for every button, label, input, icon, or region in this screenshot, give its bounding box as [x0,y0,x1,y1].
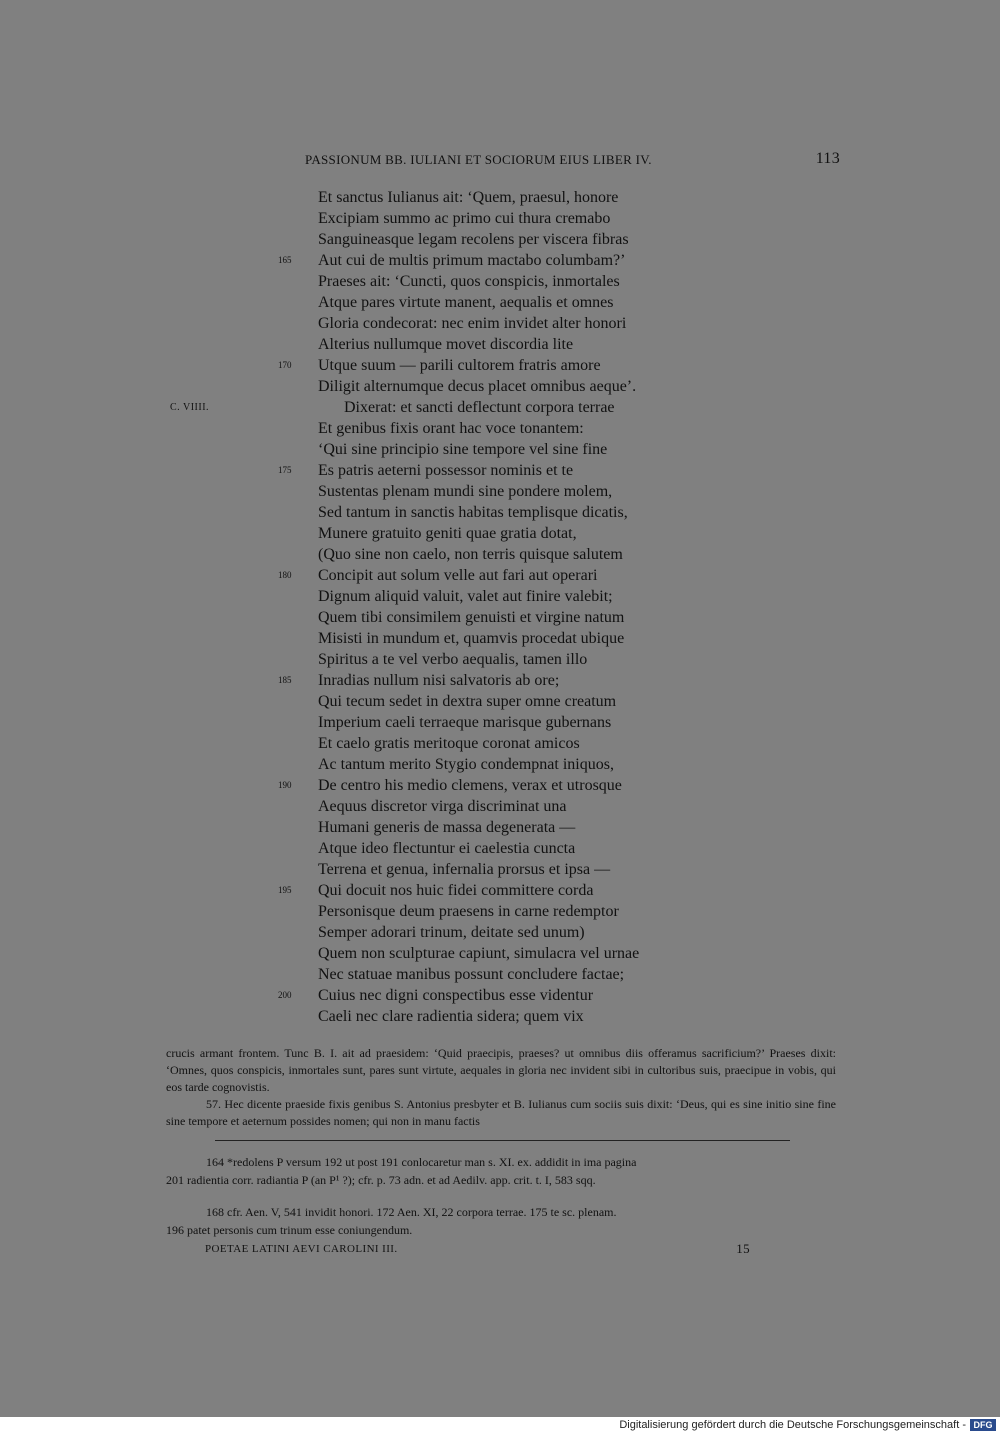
verse-text: Atque ideo flectuntur ei caelestia cuncta [318,840,576,857]
signature-title: POETAE LATINI AEVI CAROLINI III. [205,1243,398,1255]
verse-text: Et sanctus Iulianus ait: ‘Quem, praesul, honore [318,189,619,206]
verse-text: Cuius nec digni conspectibus esse videntur [318,987,594,1004]
verse-line [318,271,639,292]
verse-text: Nec statuae manibus possunt concludere factae; [318,966,625,983]
page-number: 113 [815,150,840,167]
verse-line [318,439,639,460]
verse-line [318,334,639,355]
verse-line [170,397,639,418]
line-number: 170 [278,360,292,370]
prose-paragraph: crucis armant frontem. Tunc B. I. ait ad praesidem: ‘Quid praecipis, praeses? ut omnibus diis offeramus sacrificium?’ Praeses dixit: ‘Omnes, quos conspicis, inmortales sunt, pares sunt virtute, aequales in gloria nec invident sibi in cultoribus suis, praecipue in vobis, qui eos tarde cognovistis. [166,1046,836,1094]
verse-text: Dignum aliquid valuit, valet aut finire valebit; [318,588,613,605]
verse-line [278,355,639,376]
verse-text: Qui tecum sedet in dextra super omne creatum [318,693,617,710]
verse-text: Terrena et genua, infernalia prorsus et ipsa — [318,861,611,878]
verse-line [318,208,639,229]
verse-text: Dixerat: et sancti deflectunt corpora terrae [344,399,615,416]
verse-line [318,691,639,712]
verse-text: (Quo sine non caelo, non terris quisque salutem [318,546,623,563]
prose-paragraph: 57. Hec dicente praeside fixis genibus S. Antonius presbyter et B. Iulianus cum sociis suis dixit: ‘Deus, qui es sine initio sine fine sine tempore et aeternum possides nomen; qui non in manu factis [166,1097,836,1128]
verse-block [170,187,640,1027]
apparatus-line: 201 radientia corr. radiantia P (an P¹ ?); cfr. p. 73 adn. et ad Aedilv. app. crit. t. I, 583 sqq. [166,1173,596,1187]
verse-line [318,943,639,964]
verse-text: Imperium caeli terraeque marisque gubernans [318,714,612,731]
verse-line [318,187,639,208]
verse-text: Quem tibi consimilem genuisti et virgine natum [318,609,625,626]
verse-line [318,229,639,250]
verse-text: Utque suum — parili cultorem fratris amore [318,357,601,374]
source-line: 196 patet personis cum trinum esse coniungendum. [166,1223,413,1237]
critical-apparatus [166,1153,836,1189]
verse-line [278,565,639,586]
verse-text: Gloria condecorat: nec enim invidet alter honori [318,315,627,332]
verse-line [318,964,639,985]
page-header [305,150,840,170]
source-line: 168 cfr. Aen. V, 541 invidit honori. 172 Aen. XI, 22 corpora terrae. 175 te sc. plenam. [206,1205,617,1219]
verse-text: De centro his medio clemens, verax et utrosque [318,777,622,794]
verse-text: Concipit aut solum velle aut fari aut operari [318,567,598,584]
verse-line [318,901,639,922]
verse-line [318,586,639,607]
verse-line [318,313,639,334]
footnote-rule [215,1140,790,1141]
verse-line [318,481,639,502]
verse-text: Sanguineasque legam recolens per viscera fibras [318,231,629,248]
verse-text: Sed tantum in sanctis habitas templisque dicatis, [318,504,628,521]
line-number: 195 [278,885,292,895]
verse-line [318,628,639,649]
source-notes [166,1203,836,1239]
line-number: 175 [278,465,292,475]
verse-line [278,670,639,691]
verse-text: Et genibus fixis orant hac voce tonantem: [318,420,584,437]
verse-line [318,859,639,880]
verse-text: Sustentas plenam mundi sine pondere molem, [318,483,613,500]
verse-line [318,838,639,859]
verse-line [318,502,639,523]
verse-text: Personisque deum praesens in carne redemptor [318,903,619,920]
verse-text: Qui docuit nos huic fidei committere corda [318,882,594,899]
verse-text: Diligit alternumque decus placet omnibus aeque’. [318,378,637,395]
verse-line [318,796,639,817]
prose-parallel-text [166,1045,836,1130]
running-title: PASSIONUM BB. IULIANI ET SOCIORUM EIUS LIBER IV. [305,152,652,167]
dfg-logo-icon: DFG [970,1419,996,1431]
verse-text: Atque pares virtute manent, aequalis et omnes [318,294,614,311]
verse-line [318,376,639,397]
verse-text: Quem non sculpturae capiunt, simulacra vel urnae [318,945,640,962]
verse-text: Aequus discretor virga discriminat una [318,798,567,815]
verse-line [318,544,639,565]
line-number: 185 [278,675,292,685]
apparatus-line: 164 *redolens P versum 192 ut post 191 conlocaretur man s. XI. ex. addidit in ima pagina [206,1155,637,1169]
line-number: 190 [278,780,292,790]
verse-text: Praeses ait: ‘Cuncti, quos conspicis, inmortales [318,273,620,290]
verse-text: Caeli nec clare radientia sidera; quem vix [318,1008,584,1025]
chapter-marker: C. VIIII. [170,402,210,413]
verse-text: Es patris aeterni possessor nominis et te [318,462,574,479]
verse-text: Alterius nullumque movet discordia lite [318,336,574,353]
verse-line [278,985,639,1006]
line-number: 165 [278,255,292,265]
verse-text: Aut cui de multis primum mactabo columbam?’ [318,252,626,269]
verse-text: ‘Qui sine principio sine tempore vel sine fine [318,441,608,458]
line-number: 200 [278,990,292,1000]
verse-line [318,607,639,628]
verse-text: Ac tantum merito Stygio condempnat iniquos, [318,756,614,773]
verse-text: Spiritus a te vel verbo aequalis, tamen illo [318,651,588,668]
funding-text: Digitalisierung gefördert durch die Deutsche Forschungsgemeinschaft - [619,1419,966,1431]
funding-footer [0,1417,1000,1434]
verse-line [318,922,639,943]
line-number: 180 [278,570,292,580]
verse-text: Humani generis de massa degenerata — [318,819,576,836]
verse-text: Misisti in mundum et, quamvis procedat ubique [318,630,625,647]
verse-line [318,1006,639,1027]
verse-line [278,880,639,901]
verse-line [318,523,639,544]
verse-text: Excipiam summo ac primo cui thura cremabo [318,210,611,227]
signature-number: 15 [736,1241,750,1256]
verse-text: Semper adorari trinum, deitate sed unum) [318,924,585,941]
verse-text: Munere gratuito geniti quae gratia dotat, [318,525,577,542]
verse-line [318,754,639,775]
verse-line [278,775,639,796]
verse-text: Et caelo gratis meritoque coronat amicos [318,735,580,752]
verse-line [318,418,639,439]
verse-line [318,292,639,313]
verse-line [318,817,639,838]
verse-line [278,460,639,481]
verse-text: Inradias nullum nisi salvatoris ab ore; [318,672,560,689]
verse-line [278,250,639,271]
verse-line [318,712,639,733]
verse-line [318,649,639,670]
verse-line [318,733,639,754]
